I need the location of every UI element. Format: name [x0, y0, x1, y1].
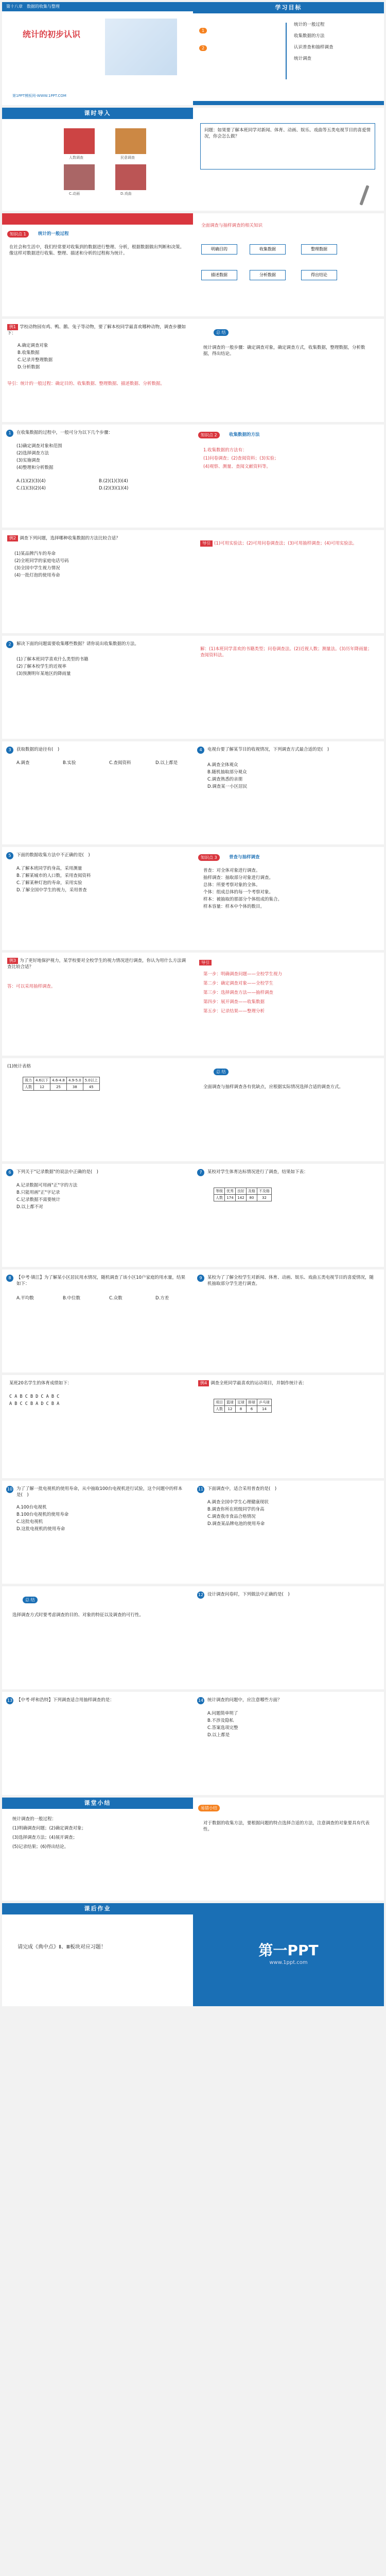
table-cell: 32 [257, 1195, 272, 1201]
ex1-answer: 导引：统计的一般过程：确定目的、收集数据、整理数据、描述数据、分析数据。 [7, 381, 165, 386]
ex7-tag: 例3 [7, 958, 18, 964]
ex10b-tag: 例4 [198, 1380, 209, 1386]
ex2-choice-c: C.(1)(3)(2)(4) [16, 486, 46, 491]
footer-bar [193, 101, 384, 105]
ex5-question: 获取数据的途径有( ) [16, 747, 60, 752]
table-row [23, 1084, 100, 1091]
error-summary-slide [193, 1798, 384, 1901]
example3-steps-slide [193, 953, 384, 1056]
ex3-item-4: (4)一批灯泡的使用寿命 [14, 573, 60, 578]
table-cell: 174 [225, 1195, 236, 1201]
kp3-sub: 普查与抽样调查 [229, 855, 260, 860]
flow-step-5: 分析数据 [250, 270, 286, 280]
ex11-choice-d: D.这批电视机的使用寿命 [16, 1527, 65, 1532]
summary-header: 课堂小结 [2, 1798, 193, 1809]
table-cell: 4.6-4.8 [50, 1077, 67, 1084]
goal-item-2: 收集数据的方法 [294, 33, 325, 39]
table-cell: 及格 [247, 1188, 257, 1195]
kp1-tag: 知识点 1 [7, 231, 29, 238]
ex5-choice-c: C.查阅资料 [109, 760, 131, 766]
ex9-choice-d: D.方差 [155, 1296, 169, 1301]
ex8-choice-d: D.以上都不对 [16, 1205, 43, 1210]
homework-slide [2, 1903, 193, 2006]
goals-header: 学习目标 [193, 2, 384, 13]
ex13-number: 14 [197, 1697, 204, 1704]
ex5-number: 3 [6, 747, 13, 754]
ex8-choice-a: A.记录数据可用画"正"字的方法 [16, 1183, 78, 1188]
ex1-opt-b: B.收集数据 [17, 350, 40, 355]
exercise2-slide [2, 636, 193, 739]
kp2-line-1: 1.收集数据的方法有： [203, 448, 247, 453]
ex6-choice-b: B.了解某城市的人口数，采用查阅资料 [16, 873, 91, 878]
ex11b-number: 11 [197, 1486, 204, 1493]
logo-sub: www.1ppt.com [269, 1960, 308, 1965]
cover-slide [2, 2, 193, 105]
table-row [214, 1406, 272, 1413]
kp2-slide [193, 425, 384, 528]
kp3-line-1: 普查：对全体对象进行调查。 [203, 868, 260, 873]
ex2-item-2: (2)选择调查方法 [16, 451, 49, 456]
ex2-number: 1 [6, 430, 13, 437]
exercise1-slide [2, 425, 193, 528]
table-cell: 45 [83, 1084, 99, 1091]
exercise3-slide [2, 741, 193, 844]
ex3-item-1: (1)某品牌汽车的寿命 [14, 551, 56, 556]
ex9-choice-b: B.中位数 [63, 1296, 81, 1301]
table-cell: 视力 [23, 1077, 34, 1084]
ex11b-question: 下面调查中，适合采用普查的是( ) [207, 1486, 277, 1492]
ex3-question: 调查下列问题，选择哪种收集数据的方法比较合适？ [20, 536, 120, 541]
table-cell: 排球 [247, 1399, 257, 1406]
ex13-item-b: B.不涉及隐私 [207, 1718, 234, 1723]
table-cell: 足球 [236, 1399, 247, 1406]
ex12b-number: 13 [6, 1697, 13, 1704]
ex3-item-2: (2)全班同学的家庭电话号码 [14, 558, 69, 564]
tbl1-table [23, 1077, 100, 1091]
ex11-choice-b: B.100台电视机的使用寿命 [16, 1512, 69, 1517]
flow-slide [193, 213, 384, 316]
goal-bracket [286, 23, 291, 79]
new-header: 感悟新知 [2, 213, 193, 225]
ex4-item-2: (2)了解本校学生的近视率 [16, 664, 67, 669]
table-cell: 12 [34, 1084, 50, 1091]
ex1-opt-d: D.分析数据 [17, 365, 40, 370]
summary3-label: 总 结 [23, 1597, 38, 1603]
table-row [214, 1399, 272, 1406]
table-cell: 人数 [23, 1084, 34, 1091]
example3-slide [2, 953, 193, 1056]
intro-slide [2, 108, 193, 211]
intro-caption-3: C.动画 [69, 192, 80, 196]
ex3-tag: 例2 [7, 535, 18, 541]
table-row [23, 1077, 100, 1084]
goal-badge-1: 1 [199, 28, 207, 33]
goal-item-1: 统计的一般过程 [294, 22, 325, 27]
exercise14-slide [2, 1692, 193, 1795]
kp3-tag: 知识点 3 [198, 854, 220, 861]
exercise7-slide [193, 1164, 384, 1267]
flow-line: 全面调查与抽样调查的相关知识 [201, 223, 263, 228]
table-cell: 142 [236, 1195, 247, 1201]
sum-line-1: 统计调查的一般过程： [12, 1817, 57, 1822]
table-cell: 乒乓球 [257, 1399, 272, 1406]
cover-illustration [105, 19, 177, 75]
ex12-number: 12 [197, 1591, 204, 1599]
class-summary-slide [2, 1798, 193, 1901]
ex2-choice-a: A.(1)(2)(3)(4) [16, 479, 46, 484]
ex8-question: 下列关于"记录数据"的说法中正确的是( ) [16, 1170, 98, 1175]
summary1-slide [193, 319, 384, 422]
ex4-question: 解决下面的问题需要收集哪些数据？请你说出收集数据的方法。 [16, 641, 139, 647]
ex12b-question: 【中考·呼和浩特】下列调查适合用抽样调查的是： [16, 1698, 114, 1703]
table-cell: 优秀 [225, 1188, 236, 1195]
ex14-text: 对于数据的收集方法，要根据问题的特点选择合适的方法，注意调查的对象要具有代表性。 [203, 1821, 370, 1832]
ex4-number: 2 [6, 641, 13, 648]
ex11-choice-c: C.这批电视机 [16, 1519, 43, 1524]
summary1-label: 总 结 [214, 329, 229, 336]
ex9b-question: 某校为了了解全校学生对新闻、体育、动画、娱乐、戏曲五类电视节目的喜爱情况，随机抽取部分学生进行调查。 [207, 1275, 374, 1286]
ex4b-text: 解：(1)本班同学喜欢的书籍类型；问卷调查法。(2)近视人数；测量法。(3)历年降雨量；查阅资料法。 [200, 647, 372, 658]
table-cell: 8 [236, 1406, 247, 1413]
ex4-item-1: (1)了解本班同学喜欢什么类型的书籍 [16, 657, 89, 662]
intro-question: 问题：如果要了解本班同学对新闻、体育、动画、娱乐、戏曲等五类电视节目的喜爱情况，你会怎么做？ [204, 128, 371, 139]
kp3-slide [193, 847, 384, 950]
ex6-question: 下面的数据收集方法中不正确的是( ) [16, 853, 90, 858]
exercise2-answer-slide [193, 636, 384, 739]
ex7b-line-3: 第三步：选择调查方法——抽样调查 [203, 990, 274, 995]
kp1-sub: 统计的一般过程 [38, 231, 69, 236]
table-cell: 5.0以上 [83, 1077, 99, 1084]
intro-caption-2: 民意调查 [120, 156, 135, 160]
ex11b-choice-a: A.调查全国中学生心理健康现状 [207, 1500, 269, 1505]
ex2-item-4: (4)整理和分析数据 [16, 465, 54, 470]
exercise12-slide [193, 1481, 384, 1584]
intro-caption-1: 人数调查 [69, 156, 83, 160]
ex11b-choice-b: B.调查你所在班级同学的身高 [207, 1507, 265, 1512]
ex10-data-1: C A B C B D C A B C [9, 1394, 60, 1399]
sum-line-4: (5)记录结果；(6)得出结论。 [12, 1844, 69, 1850]
table-row [214, 1195, 272, 1201]
ex6-choice-d: D.了解全国中学生的视力，采用普查 [16, 888, 87, 893]
goal-badge-2: 2 [199, 45, 207, 51]
exercise6-slide [2, 1164, 193, 1267]
goal-item-4: 统计调查 [294, 56, 312, 61]
summary2-text: 全面调查与抽样调查各有优缺点，应根据实际情况选择合适的调查方式。 [203, 1084, 344, 1090]
intro-pic-2 [115, 128, 146, 154]
ex1-tag: 例1 [7, 324, 18, 330]
pen-icon [359, 185, 369, 206]
ex11-question: 为了了解一批电视机的使用寿命，从中抽取100台电视机进行试验，这个问题中的样本是( ) [16, 1486, 183, 1498]
example2-answer-slide [193, 530, 384, 633]
exercise4-slide [193, 741, 384, 844]
table-cell: 12 [225, 1406, 236, 1413]
table-cell: 不及格 [257, 1188, 272, 1195]
flow-step-6: 得出结论 [301, 270, 337, 280]
ex12-question: 设计调查问卷时，下列做法中正确的是( ) [207, 1592, 290, 1597]
table-cell: 6 [247, 1406, 257, 1413]
flow-step-4: 描述数据 [201, 270, 237, 280]
ex7b-line-2: 第二步：确定调查对象——全校学生 [203, 981, 274, 986]
kp1-paragraph: 在社会和生活中，我们经常要对收集到的数据进行整理、分析，根据数据做出判断和决策。像这样对数据进行收集、整理、描述和分析的过程称为统计。 [9, 245, 185, 256]
ex2-item-3: (3)实施调查 [16, 458, 41, 463]
summary2-label: 总 结 [214, 1069, 229, 1075]
ex13-item-a: A.问题简单明了 [207, 1711, 238, 1716]
ex8b-number: 7 [197, 1169, 204, 1176]
ex8b-question: 某校对学生体育达标情况进行了调查，结果如下表： [207, 1170, 308, 1175]
table-cell: 4.6以下 [34, 1077, 50, 1084]
summary1-text: 统计调查的一般步骤：确定调查对象，确定调查方式，收集数据，整理数据，分析数据，得出结论。 [203, 345, 365, 357]
ex1-opt-a: A.确定调查对象 [17, 343, 48, 348]
ex11-choice-a: A.100台电视机 [16, 1505, 47, 1510]
ex2-choice-d: D.(2)(3)(1)(4) [99, 486, 129, 491]
ex8b-table [214, 1188, 272, 1201]
kp2-tag: 知识点 2 [198, 432, 220, 438]
ex1-opt-c: C.记录并整理数据 [17, 358, 53, 363]
table-cell: 项目 [214, 1399, 225, 1406]
tbl1-title: (1)统计表格 [7, 1064, 31, 1069]
ex7b-tag: 导引 [199, 960, 212, 965]
kp3-line-3: 总体：所要考察对象的全体。 [203, 883, 260, 888]
ex7b-line-5: 第五步：记录结果——整理分析 [203, 1009, 265, 1014]
ex2-item-1: (1)确定调查对象和范围 [16, 444, 62, 449]
ex10-question: 某班20名学生的体育成绩如下： [9, 1381, 72, 1386]
kp3-line-4: 个体：组成总体的每一个考察对象。 [203, 890, 274, 895]
ex13-question: 统计调查的问题中，应注意哪些方面？ [207, 1698, 282, 1703]
table-row [214, 1188, 272, 1195]
exercise11-slide [2, 1481, 193, 1584]
ex9-question: 【中考·镇江】为了解某小区居民用水情况，随机调查了该小区10户家庭的用水量，结果如下： [16, 1275, 186, 1286]
example1-slide [2, 319, 193, 422]
ex6-choice-a: A.了解本班同学的身高，采用测量 [16, 866, 82, 871]
flow-step-2: 收集数据 [250, 244, 286, 255]
ex5b-choice-b: B.随机抽取部分观众 [207, 770, 247, 775]
ex10-data-2: A B C C B A D C B A [9, 1401, 60, 1406]
table-cell: 人数 [214, 1195, 225, 1201]
ex5-choice-a: A.调查 [16, 760, 30, 766]
sum-line-2: (1)明确调查问题；(2)确定调查对象； [12, 1826, 86, 1831]
ex5b-choice-c: C.调查熟悉的亲朋 [207, 777, 243, 782]
summary3-slide [2, 1586, 193, 1689]
ex11b-choice-d: D.调查某品牌电池的使用寿命 [207, 1521, 265, 1527]
ex3b-text: (1)可用实验法；(2)可用问卷调查法；(3)可用抽样调查；(4)可用实验法。 [214, 541, 357, 546]
logo-brand: 第一PPT [258, 1942, 319, 1959]
ex2-question: 在收集数据的过程中，一般可分为以下几个步骤： [16, 430, 113, 435]
ex7b-line-1: 第一步：明确调查问题——全校学生视力 [203, 972, 283, 977]
site-label: 第1PPT模板网-WWW.1PPT.COM [12, 94, 66, 98]
sum-line-3: (3)选择调查方法；(4)展开调查； [12, 1835, 78, 1840]
ex1-question: 学校动物园有鸡、鸭、鹅、兔子等动物，要了解本校同学最喜欢哪种动物，调查步骤如下： [7, 325, 186, 336]
intro-pic-4 [115, 164, 146, 190]
kp2-sub: 收集数据的方法 [229, 432, 260, 437]
ex5b-question: 电视台要了解某节目的收视情况，下列调查方式最合适的是( ) [207, 747, 329, 752]
logo-slide [193, 1903, 384, 2006]
ex8-choice-c: C.记录数据不需要统计 [16, 1197, 61, 1202]
ex11-number: 10 [6, 1486, 13, 1493]
table-cell: 38 [66, 1084, 83, 1091]
intro-caption-4: D.戏曲 [120, 192, 132, 196]
ex6-choice-c: C.了解某种灯泡的寿命，采用实验 [16, 880, 82, 886]
ex9-number: 8 [6, 1275, 13, 1282]
ex7-answer: 答：可以采用抽样调查。 [7, 984, 56, 989]
example4-slide [193, 1375, 384, 1478]
ex5-choice-d: D.以上都是 [155, 760, 178, 766]
ex14-tag: 易错小结 [198, 1805, 220, 1811]
homework-text: 请完成《典中点》Ⅱ、Ⅲ板块对应习题！ [17, 1944, 106, 1950]
ex13-item-d: D.以上都是 [207, 1733, 230, 1738]
ex5b-choice-a: A.调查全体观众 [207, 762, 238, 768]
goals-slide [193, 2, 384, 105]
cover-title: 统计的初步认识 [23, 29, 81, 39]
kp2-line-3: (4)观察、测量、查阅文献资料等。 [203, 464, 271, 469]
ex10b-question: 调查全班同学最喜欢的运动项目，并制作统计表： [210, 1381, 307, 1386]
ex4-item-3: (3)预测明年某地区的降雨量 [16, 671, 71, 676]
summary3-text: 选择调查方式时要考虑调查的目的、对象的特征以及调查的可行性。 [12, 1613, 144, 1618]
intro-pic-1 [64, 128, 95, 154]
ex9-choice-a: A.平均数 [16, 1296, 34, 1301]
ex5b-choice-d: D.调查某一小区居民 [207, 784, 248, 789]
table1-slide [2, 1058, 193, 1161]
ex3-item-3: (3)全国中学生视力情况 [14, 566, 60, 571]
ex9-choice-c: C.众数 [109, 1296, 122, 1301]
ex3b-tag: 导引 [200, 540, 213, 547]
table-cell: 4.9-5.0 [66, 1077, 83, 1084]
intro-header: 课时导入 [2, 108, 193, 119]
exercise8-slide [2, 1269, 193, 1372]
summary2-slide [193, 1058, 384, 1161]
exercise9-slide [193, 1269, 384, 1372]
homework-header: 课后作业 [2, 1903, 193, 1914]
flow-step-3: 整理数据 [301, 244, 337, 255]
kp3-line-5: 样本：被抽取的那部分个体组成的集合。 [203, 897, 283, 902]
ex9b-number: 9 [197, 1275, 204, 1282]
exercise10-slide [2, 1375, 193, 1478]
ex5b-number: 4 [197, 747, 204, 754]
flow-step-1: 明确目的 [201, 244, 237, 255]
ex6-number: 5 [6, 852, 13, 859]
new-knowledge-slide [2, 213, 193, 316]
ex10b-table [214, 1399, 272, 1413]
kp2-line-2: (1)问卷调查；(2)查阅资料；(3)实验； [203, 456, 279, 461]
example2-slide [2, 530, 193, 633]
table-cell: 篮球 [225, 1399, 236, 1406]
ex2-choice-b: B.(2)(1)(3)(4) [99, 479, 128, 484]
exercise15-slide [193, 1692, 384, 1795]
kp3-line-2: 抽样调查：抽取部分对象进行调查。 [203, 875, 274, 880]
ex8-choice-b: B.只能用画"正"字记录 [16, 1190, 60, 1195]
exercise5-slide [2, 847, 193, 950]
table-cell: 80 [247, 1195, 257, 1201]
ex7b-line-4: 第四步：展开调查——收集数据 [203, 999, 265, 1005]
table-cell: 人数 [214, 1406, 225, 1413]
table-cell: 14 [257, 1406, 272, 1413]
ex7-question: 为了更好地保护视力，某学校要对全校学生的视力情况进行调查，你认为用什么方法调查比较合适？ [7, 958, 186, 970]
ex13-item-c: C.答案选项完整 [207, 1725, 238, 1731]
kp3-line-6: 样本容量：样本中个体的数目。 [203, 904, 265, 909]
exercise13-slide [193, 1586, 384, 1689]
ex5-choice-b: B.实验 [63, 760, 76, 766]
intro-pic-3 [64, 164, 95, 190]
table-cell: 良好 [236, 1188, 247, 1195]
ex11b-choice-c: C.调查我市食品合格情况 [207, 1514, 256, 1519]
ex8-number: 6 [6, 1169, 13, 1176]
goal-item-3: 认识普查和抽样调查 [294, 45, 334, 50]
table-cell: 等级 [214, 1188, 225, 1195]
chapter-title: 第十八章 数据的收集与整理 [6, 4, 60, 9]
table-cell: 25 [50, 1084, 67, 1091]
intro-question-slide [193, 108, 384, 211]
